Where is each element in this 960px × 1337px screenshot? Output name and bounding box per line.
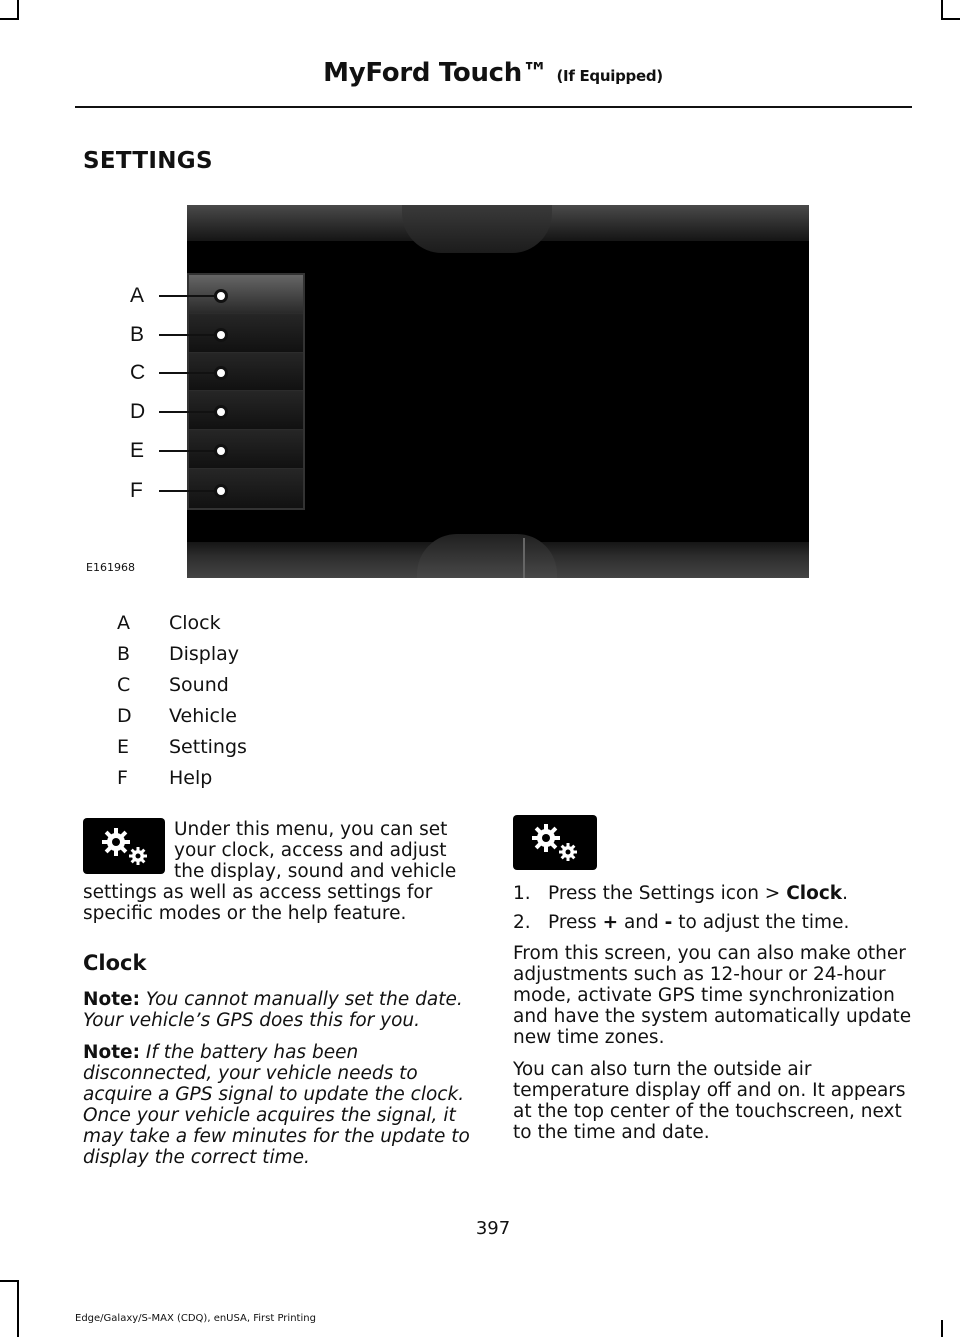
callout-dot (214, 366, 228, 380)
clock-heading: Clock (83, 951, 147, 975)
callout-e (130, 441, 240, 461)
callout-f (130, 481, 240, 501)
step-text-end: . (842, 883, 848, 904)
legend-label: Sound (169, 674, 229, 696)
minus-symbol: - (664, 912, 673, 933)
crop-mark (941, 18, 960, 20)
callout-letter: F (130, 479, 143, 502)
crop-mark (17, 0, 19, 20)
note-date (83, 989, 483, 1031)
step-text-part: Press (548, 912, 603, 933)
callout-b (130, 325, 240, 345)
legend-key: C (117, 674, 131, 696)
callout-letter: E (130, 439, 145, 462)
legend-key: A (117, 612, 130, 634)
clock-options-paragraph: From this screen, you can also make other adjustments such as 12-hour or 24-hour mode, activate GPS time synchronization and have the system automatically update new time zones. (513, 943, 912, 1048)
settings-menu-panel (187, 273, 305, 510)
note-label: Note: (83, 1042, 140, 1063)
callout-letter: D (130, 400, 146, 423)
callout-letter: C (130, 361, 146, 384)
callout-dot (214, 328, 228, 342)
step-bold-clock: Clock (786, 883, 843, 904)
note-text: You cannot manually set the date. Your vehicle’s GPS does this for you. (83, 989, 463, 1031)
intro-paragraph-end: settings as well as access settings for specific modes or the help feature. (83, 882, 433, 924)
callout-dot (214, 405, 228, 419)
note-text: If the battery has been disconnected, your vehicle needs to acquire a GPS signal to update the clock. Once your vehicle acquires the signal, it may take a few minutes for the update to display the correct time. (83, 1042, 470, 1168)
settings-gear-icon (83, 818, 165, 874)
callout-line (159, 295, 219, 297)
legend-label: Display (169, 643, 240, 665)
step-number: 2. (513, 912, 531, 933)
legend-key: D (117, 705, 132, 727)
figure-code: E161968 (86, 561, 135, 574)
header-title-suffix: (If Equipped) (556, 67, 663, 85)
screen-bottom-divider (523, 538, 525, 578)
callout-line (159, 490, 219, 492)
callout-line (159, 450, 219, 452)
gear-icon (83, 818, 165, 874)
legend-key: B (117, 643, 131, 665)
temperature-display-paragraph: You can also turn the outside air temperature display off and on. It appears at the top center of the touchscreen, next to the time and date. (513, 1059, 906, 1143)
legend-label: Vehicle (169, 705, 237, 727)
legend-label: Help (169, 767, 213, 789)
callout-dot (214, 444, 228, 458)
step-text (548, 912, 849, 933)
note-label: Note: (83, 989, 140, 1010)
legend-key: F (117, 767, 128, 789)
step-text-part: Press the Settings icon > (548, 883, 787, 904)
callout-line (159, 334, 219, 336)
gear-icon (513, 815, 597, 870)
screen-bottom-notch (417, 534, 557, 578)
plus-symbol: + (602, 912, 619, 933)
footer-text: Edge/Galaxy/S-MAX (CDQ), enUSA, First Printing (75, 1313, 316, 1324)
section-title: SETTINGS (83, 148, 213, 174)
legend-key: E (117, 736, 130, 758)
crop-mark (941, 1320, 943, 1337)
callout-letter: B (130, 323, 145, 346)
callout-letter: A (130, 284, 145, 307)
callout-line (159, 372, 219, 374)
step-text (548, 883, 848, 904)
callout-d (130, 402, 240, 422)
callout-dot (214, 289, 228, 303)
page-header-title (0, 58, 960, 88)
callout-line (159, 411, 219, 413)
callout-a (130, 286, 240, 306)
callout-c (130, 363, 240, 383)
step-number: 1. (513, 883, 531, 904)
crop-mark (17, 1280, 19, 1337)
legend-label: Settings (169, 736, 247, 758)
page-number: 397 (475, 1218, 511, 1239)
step-text-part: to adjust the time. (672, 912, 850, 933)
screen-top-notch (402, 205, 552, 253)
crop-mark (941, 0, 943, 20)
crop-mark (0, 18, 19, 20)
legend-label: Clock (169, 612, 221, 634)
note-battery (83, 1042, 483, 1168)
intro-paragraph-start: Under this menu, you can set your clock, access and adjust the display, sound and vehicle (174, 819, 457, 882)
settings-gear-icon (513, 815, 597, 870)
header-title-main: MyFord Touch™ (323, 58, 548, 88)
step-text-part: and (618, 912, 665, 933)
header-divider (75, 106, 912, 108)
callout-dot (214, 484, 228, 498)
touchscreen-illustration (187, 205, 809, 578)
crop-mark (0, 1280, 19, 1282)
